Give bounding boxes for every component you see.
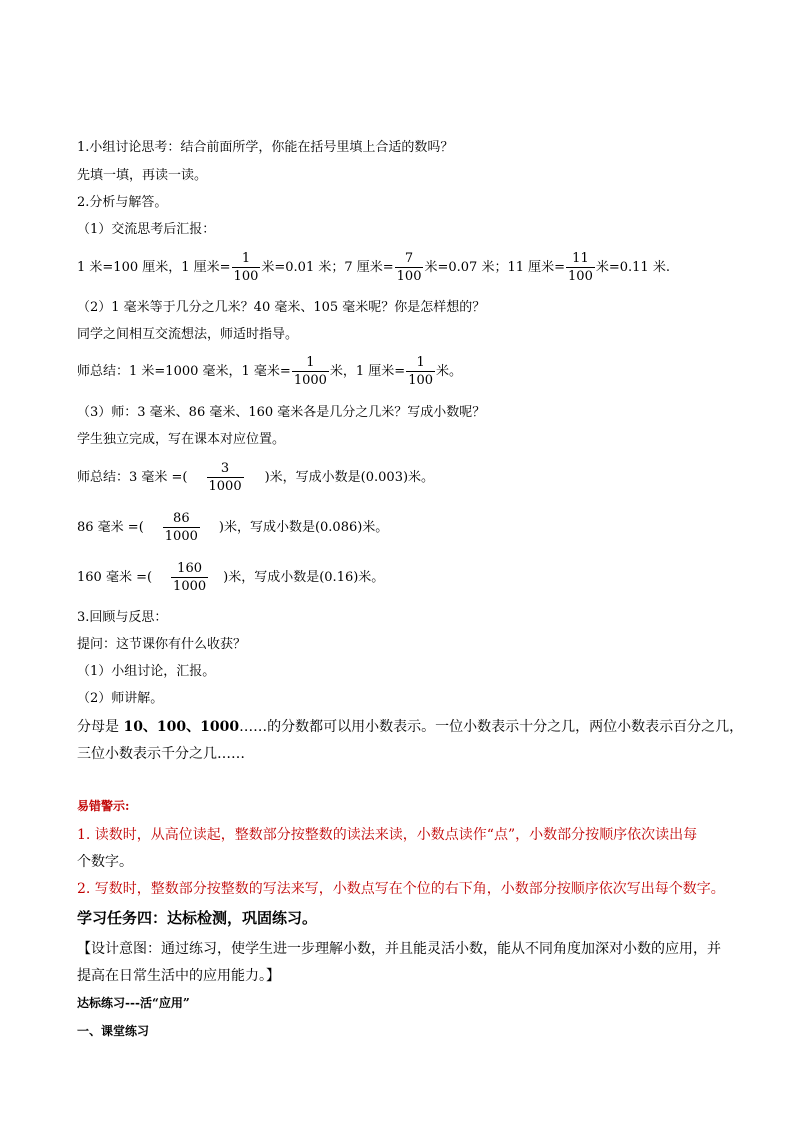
para-review: 3.回顾与反思：: [77, 610, 168, 625]
warning-item-2: 2. 写数时，整数部分按整数的写法来写，小数点写在个位的右下角，小数部分按顺序依次写出每个数字。: [77, 881, 725, 897]
equation-centimeter: [77, 250, 670, 285]
para-thousandths: 三位小数表示千分之几……: [77, 746, 245, 762]
section-classroom-practice: 一、课堂练习: [77, 1024, 150, 1038]
para-fill-read: 先填一填，再读一读。: [77, 168, 208, 183]
eq-text: 米=0.07 米；11 厘米=: [424, 259, 566, 275]
eq-text: )米，写成小数是(0.16)米。: [223, 569, 385, 585]
warning-title: 易错警示:: [77, 799, 130, 813]
eq-text: 米=0.11 米.: [595, 259, 670, 275]
eq-text: 1 米=100 厘米，1 厘米=: [77, 259, 231, 275]
eq-text: )米，写成小数是(0.003)米。: [264, 469, 435, 485]
equation-millimeter: [77, 354, 462, 389]
fraction: $\frac{1}{100}$: [233, 251, 259, 284]
fraction: $\frac{86}{1000}$: [164, 511, 198, 544]
para-analysis: 2.分析与解答。: [77, 195, 168, 210]
para-teacher-explain: （2）师讲解。: [77, 691, 164, 706]
equation-86mm: [77, 510, 388, 545]
para-discussion: 1.小组讨论思考：结合前面所学，你能在括号里填上合适的数吗？: [77, 140, 454, 155]
eq-text: 86 毫米 =(: [77, 519, 144, 535]
warning-item-1: 1. 读数时，从高位读起，整数部分按整数的读法来读，小数点读作“点”，小数部分按顺序依次读出每: [77, 827, 698, 843]
para-question-gain: 提问：这节课你有什么收获？: [77, 637, 247, 652]
eq-text: 160 毫米 =(: [77, 569, 153, 585]
fraction: $\frac{11}{100}$: [568, 251, 593, 284]
fraction: $\frac{1}{100}$: [408, 355, 434, 388]
eq-text: 米=0.01 米；7 厘米=: [261, 259, 394, 275]
equation-160mm: [77, 560, 384, 595]
warning-item-1-cont: 个数字。: [77, 854, 133, 870]
para-denominator: 分母是 10、100、1000……的分数都可以用小数表示。一位小数表示十分之几，两位小数表示百分之几，: [77, 719, 744, 735]
para-millimeter-question: （2）1 毫米等于几分之几米？40 毫米、105 毫米呢？你是怎样想的？: [77, 300, 486, 315]
para-independent: 学生独立完成，写在课本对应位置。: [77, 432, 286, 447]
fraction: $\frac{7}{100}$: [396, 251, 422, 284]
task-four-heading: 学习任务四：达标检测，巩固练习。: [77, 909, 318, 927]
fraction: $\frac{3}{1000}$: [208, 461, 242, 494]
fraction: $\frac{160}{1000}$: [173, 561, 207, 594]
para-exchange: 同学之间相互交流想法，师适时指导。: [77, 327, 299, 342]
eq-text: 师总结：3 毫米 =(: [77, 469, 188, 485]
eq-text: 师总结：1 米=1000 毫米，1 毫米=: [77, 363, 291, 379]
para-teacher-question: （3）师：3 毫米、86 毫米、160 毫米各是几分之几米？写成小数呢？: [77, 405, 486, 420]
equation-3mm: [77, 460, 434, 495]
fraction: $\frac{1}{1000}$: [293, 355, 327, 388]
eq-text: 米。: [436, 363, 463, 379]
practice-title: 达标练习---活“应用”: [77, 996, 190, 1010]
design-intent-cont: 提高在日常生活中的应用能力。】: [77, 968, 280, 984]
design-intent: 【设计意图：通过练习，使学生进一步理解小数，并且能灵活小数，能从不同角度加深对小数的应用，并: [77, 941, 721, 957]
eq-text: )米，写成小数是(0.086)米。: [218, 519, 389, 535]
para-group-report: （1）小组讨论，汇报。: [77, 664, 216, 679]
para-report: （1）交流思考后汇报：: [77, 222, 216, 237]
eq-text: 米，1 厘米=: [329, 363, 406, 379]
